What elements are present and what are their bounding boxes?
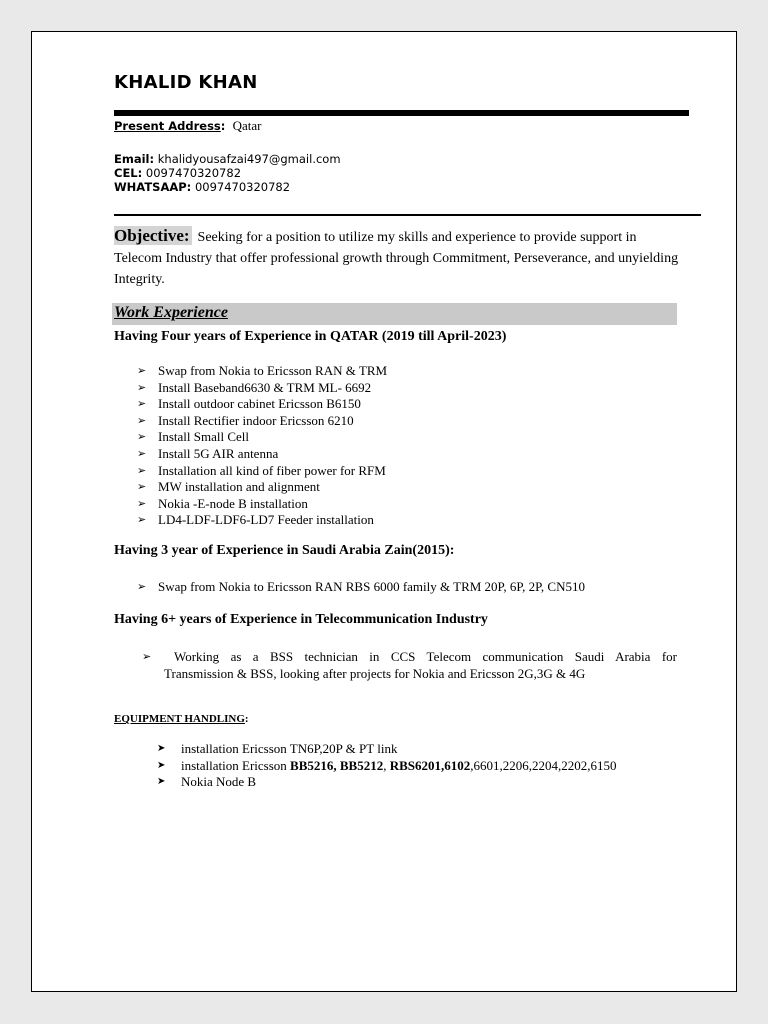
objective-text: Seeking for a position to utilize my skills and experience to provide support in Telecom Industry that offer professional growth through Commitment, Perseverance, and unyielding Integrity.: [114, 230, 679, 287]
work-experience-heading: Work Experience: [114, 304, 228, 321]
equipment-item: [157, 741, 617, 758]
equipment-item-text: Nokia Node B: [181, 774, 257, 790]
experience-list-item: [132, 479, 387, 496]
objective-label: Objective:: [114, 226, 190, 245]
equipment-heading-colon: :: [244, 713, 249, 725]
arrowhead-bullet-icon: ➢: [137, 364, 147, 377]
experience-item-text: Nokia -E-node B installation: [158, 495, 308, 511]
experience-item-text: Install Rectifier indoor Ericsson 6210: [158, 412, 354, 428]
cel-line: [114, 166, 341, 180]
contact-details: [114, 152, 341, 194]
experience-list-item: [132, 363, 387, 380]
experience-list-item: [132, 463, 387, 480]
arrowhead-bullet-icon: ➢: [137, 513, 147, 527]
cel-label: CEL:: [114, 166, 143, 180]
bold-arrowhead-bullet-icon: ➤: [157, 743, 166, 754]
arrowhead-bullet-icon: ➢: [137, 380, 147, 394]
experience-list-item: [132, 496, 387, 513]
candidate-name: KHALID KHAN: [114, 72, 258, 93]
equipment-list: [157, 741, 617, 791]
arrowhead-bullet-icon: ➢: [137, 446, 147, 460]
experience-item-text: Swap from Nokia to Ericsson RAN & TRM: [158, 363, 388, 378]
equipment-item-suffix: ,6601,2206,2204,2202,6150: [470, 757, 617, 773]
arrowhead-bullet-icon: ➢: [137, 480, 147, 494]
bold-arrowhead-bullet-icon: ➤: [157, 776, 166, 788]
experience-item-text: Install outdoor cabinet Ericsson B6150: [158, 396, 361, 412]
bold-arrowhead-bullet-icon: ➤: [157, 759, 166, 771]
experience-list-item: [132, 396, 387, 413]
arrowhead-bullet-icon: ➢: [137, 496, 147, 510]
qatar-experience-heading: Having Four years of Experience in QATAR (2019 till April-2023): [114, 329, 507, 344]
equipment-item-text: installation Ericsson TN6P,20P & PT link: [181, 741, 398, 756]
saudi-experience-heading: Having 3 year of Experience in Saudi Arabia Zain(2015):: [114, 543, 455, 558]
address-label: Present Address: [114, 119, 221, 133]
experience-list-item: [132, 579, 585, 596]
telecom-experience-heading: Having 6+ years of Experience in Telecommunication Industry: [114, 612, 488, 627]
equipment-separator: ,: [383, 757, 390, 773]
arrowhead-bullet-icon: ➢: [137, 397, 147, 411]
equipment-item: [157, 774, 617, 791]
whatsapp-value: 0097470320782: [194, 180, 291, 194]
address-value: Qatar: [232, 118, 262, 133]
whatsapp-label: WHATSAAP:: [114, 180, 192, 194]
experience-list-item: [132, 413, 387, 430]
equipment-item: [157, 758, 617, 775]
experience-item-text: Swap from Nokia to Ericsson RAN RBS 6000 family & TRM 20P, 6P, 2P, CN510: [158, 579, 585, 594]
experience-list-item: [132, 512, 387, 529]
email-line: [114, 152, 341, 166]
saudi-task-list: [132, 579, 585, 596]
experience-item-text: Install Baseband6630 & TRM ML- 6692: [158, 379, 372, 395]
whatsapp-line: [114, 180, 341, 194]
experience-item-text: Install Small Cell: [158, 429, 249, 445]
arrowhead-bullet-icon: ➢: [137, 580, 147, 593]
qatar-task-list: [132, 363, 387, 529]
objective-divider: [114, 214, 701, 216]
present-address: Present Address: Qatar: [114, 118, 262, 133]
bss-line-1: Working as a BSS technician in CCS Telecom communication Saudi Arabia for: [174, 649, 677, 664]
arrowhead-bullet-icon: ➢: [137, 463, 147, 477]
arrowhead-bullet-icon: ➢: [137, 430, 147, 444]
arrowhead-bullet-icon: ➢: [142, 650, 152, 663]
email-label: Email:: [114, 152, 155, 166]
experience-list-item: [132, 446, 387, 463]
experience-list-item: [132, 380, 387, 397]
experience-item-text: Install 5G AIR antenna: [158, 445, 279, 461]
equipment-model-bold: BB5216, BB5212: [290, 757, 384, 773]
experience-item-text: LD4-LDF-LDF6-LD7 Feeder installation: [158, 512, 374, 528]
email-value: khalidyousafzai497@gmail.com: [157, 152, 341, 166]
objective-section: [114, 225, 679, 290]
resume-page: [31, 31, 737, 992]
cel-value: 0097470320782: [145, 166, 242, 180]
equipment-model-bold: RBS6201,6102: [389, 757, 471, 773]
equipment-heading-text: EQUIPMENT HANDLING: [114, 713, 245, 725]
equipment-handling-heading: [114, 713, 249, 725]
arrowhead-bullet-icon: ➢: [137, 413, 147, 427]
bss-technician-item: [142, 649, 677, 682]
work-experience-heading-bar: [112, 303, 677, 325]
header-divider: [114, 110, 689, 116]
experience-item-text: MW installation and alignment: [158, 479, 320, 495]
bss-line-2: Transmission & BSS, looking after projects for Nokia and Ericsson 2G,3G & 4G: [164, 665, 586, 681]
experience-item-text: Installation all kind of fiber power for RFM: [158, 462, 386, 478]
equipment-item-text: installation Ericsson: [181, 757, 291, 773]
experience-list-item: [132, 429, 387, 446]
